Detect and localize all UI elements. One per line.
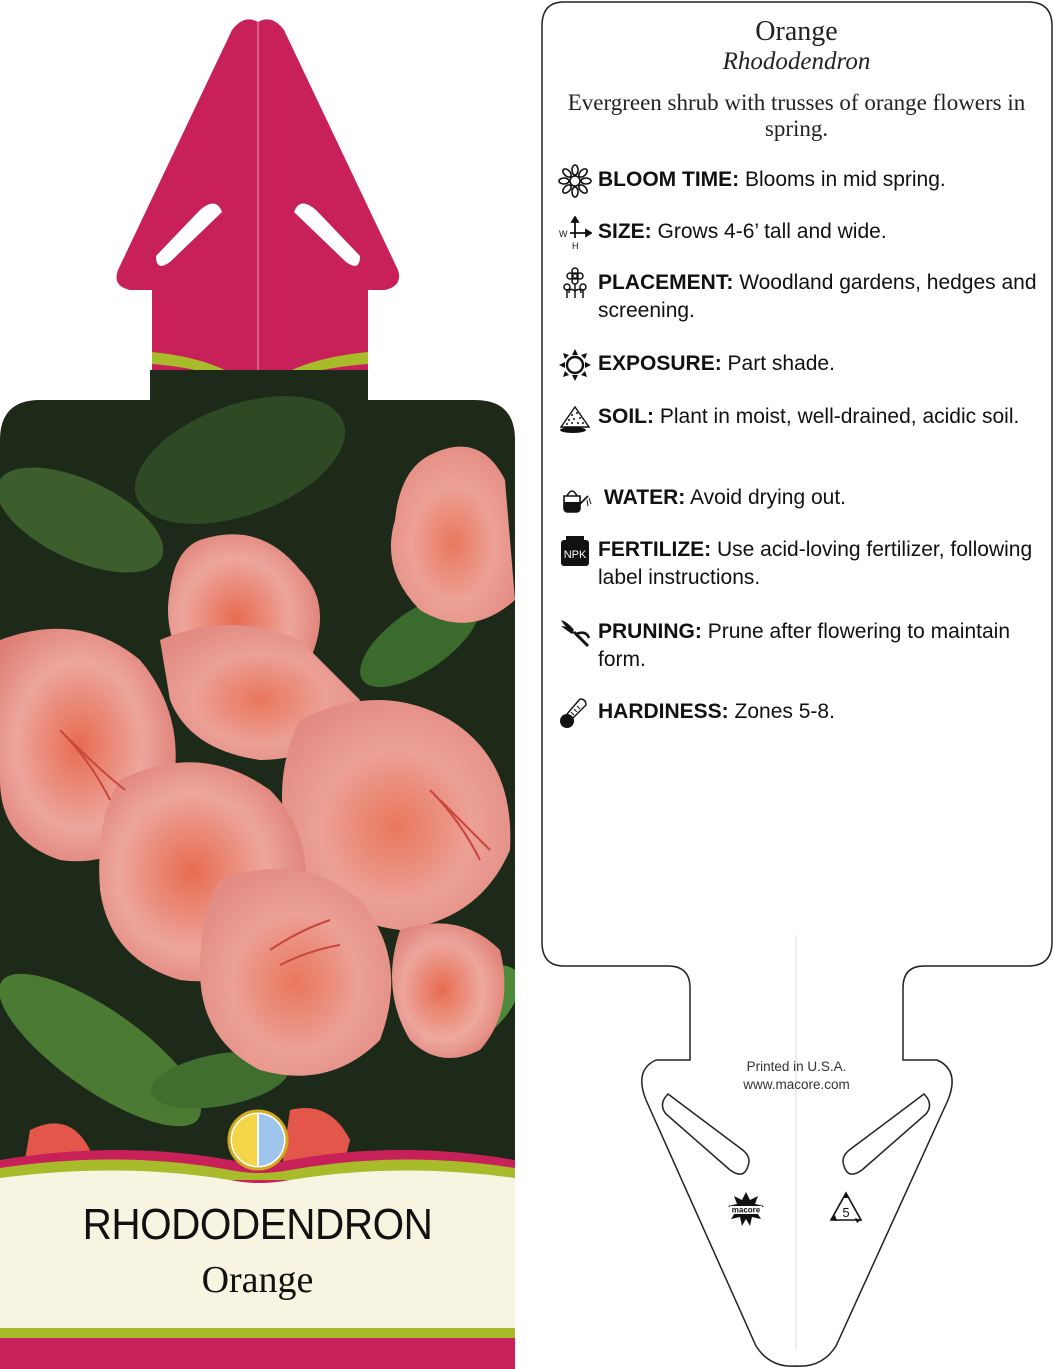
care-label: HARDINESS: bbox=[598, 700, 729, 723]
care-text: Blooms in mid spring. bbox=[745, 168, 946, 191]
care-label: PRUNING: bbox=[598, 620, 702, 643]
care-text: Use acid-loving fertilizer, following label instructions. bbox=[598, 538, 1033, 589]
flower-icon bbox=[558, 164, 592, 198]
printed-website: www.macore.com bbox=[743, 1077, 850, 1092]
care-text: Avoid drying out. bbox=[689, 486, 846, 509]
svg-text:W: W bbox=[559, 229, 568, 239]
macore-logo-icon bbox=[724, 1190, 768, 1230]
plant-variety: Orange bbox=[201, 1259, 314, 1301]
care-label: BLOOM TIME: bbox=[598, 168, 740, 191]
back-tag bbox=[540, 0, 1053, 1369]
garden-plants-icon bbox=[558, 267, 592, 301]
botanical-name: Rhododendron bbox=[722, 48, 871, 75]
printed-country: Printed in U.S.A. bbox=[746, 1059, 847, 1074]
soil-icon bbox=[558, 401, 592, 435]
care-label: SOIL: bbox=[598, 405, 654, 428]
front-tag-artwork bbox=[0, 0, 520, 1369]
printed-info bbox=[680, 1058, 913, 1094]
sun-icon bbox=[558, 348, 592, 382]
svg-text:H: H bbox=[572, 241, 579, 250]
care-text: Woodland gardens, hedges and screening. bbox=[598, 271, 1037, 322]
thermometer-icon bbox=[558, 696, 592, 730]
pruners-icon bbox=[558, 616, 592, 650]
care-label: SIZE: bbox=[598, 220, 652, 243]
watering-can-icon bbox=[558, 482, 592, 516]
front-tag bbox=[0, 0, 520, 1369]
care-label: FERTILIZE: bbox=[598, 538, 712, 561]
care-label: EXPOSURE: bbox=[598, 352, 722, 375]
svg-text:macore: macore bbox=[731, 1205, 761, 1215]
sun-part-shade-icon bbox=[229, 1111, 287, 1169]
care-text: Grows 4-6’ tall and wide. bbox=[657, 220, 887, 243]
plant-title: RHODODENDRON bbox=[82, 1200, 433, 1249]
svg-text:5: 5 bbox=[842, 1205, 850, 1220]
care-label: PLACEMENT: bbox=[598, 271, 734, 294]
npk-fertilizer-icon bbox=[558, 534, 592, 568]
back-tag-outline bbox=[540, 0, 1053, 1369]
plant-description: Evergreen shrub with trusses of orange flowers in spring. bbox=[567, 90, 1026, 141]
recycle-5-icon bbox=[828, 1190, 864, 1226]
tag-arrow bbox=[117, 19, 400, 400]
common-name: Orange bbox=[755, 16, 838, 47]
care-text: Part shade. bbox=[727, 352, 835, 375]
size-arrows-icon bbox=[558, 216, 592, 250]
care-text: Prune after flowering to maintain form. bbox=[598, 620, 1011, 671]
care-text: Plant in moist, well-drained, acidic soil. bbox=[659, 405, 1020, 428]
care-label: WATER: bbox=[604, 486, 686, 509]
care-text: Zones 5-8. bbox=[734, 700, 835, 723]
svg-text:NPK: NPK bbox=[563, 549, 587, 561]
